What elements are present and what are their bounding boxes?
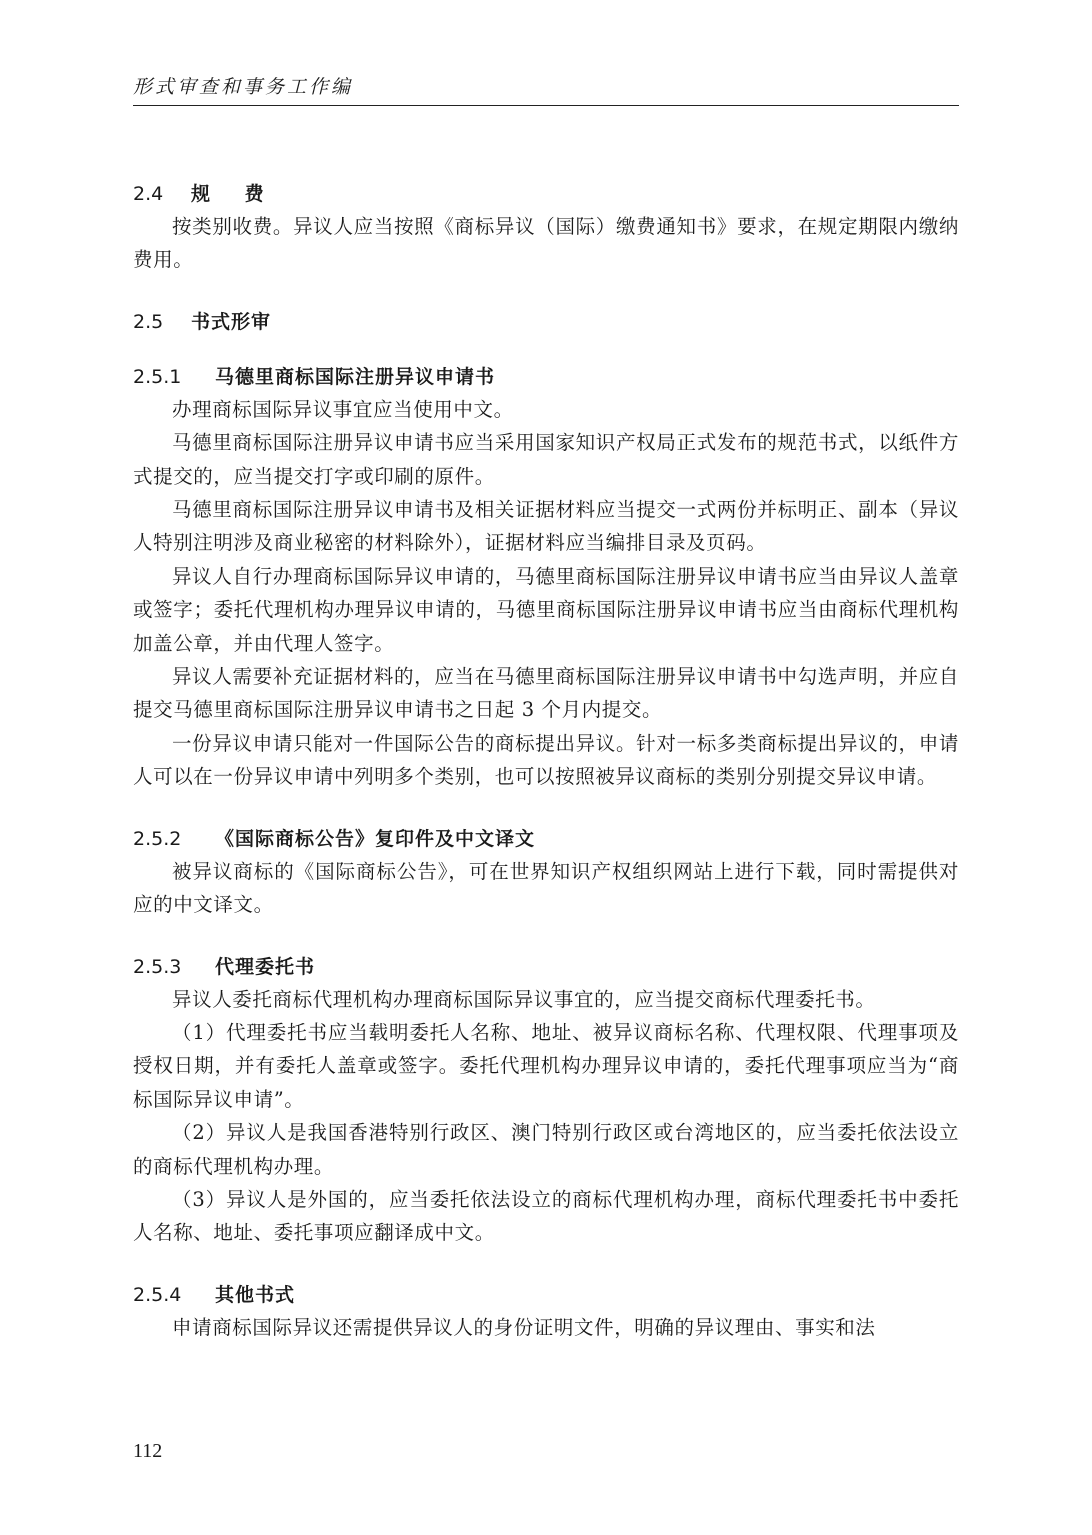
section-number: 2.5.4 <box>133 1283 182 1306</box>
paragraph: 按类别收费。异议人应当按照《商标异议（国际）缴费通知书》要求，在规定期限内缴纳费用。 <box>133 215 959 272</box>
section-title: 《国际商标公告》复印件及中文译文 <box>215 827 536 850</box>
section-heading-2-5-3 <box>133 951 959 983</box>
page-number: 112 <box>133 1440 163 1462</box>
section-title: 代理委托书 <box>215 955 316 978</box>
paragraph: 异议人委托商标代理机构办理商标国际异议事宜的，应当提交商标代理委托书。 <box>172 987 876 1011</box>
section-heading-2-5-2 <box>133 823 959 855</box>
section-heading-2-4 <box>133 178 959 210</box>
paragraph: 申请商标国际异议还需提供异议人的身份证明文件，明确的异议理由、事实和法 <box>172 1315 876 1339</box>
running-header: 形式审查和事务工作编 <box>133 76 354 98</box>
paragraph: 马德里商标国际注册异议申请书及相关证据材料应当提交一式两份并标明正、副本（异议人特别注明涉及商业秘密的材料除外），证据材料应当编排目录及页码。 <box>133 498 959 555</box>
paragraph: 马德里商标国际注册异议申请书应当采用国家知识产权局正式发布的规范书式，以纸件方式提交的，应当提交打字或印刷的原件。 <box>133 431 959 488</box>
section-title: 其他书式 <box>215 1283 296 1306</box>
page-content <box>133 178 959 1344</box>
section-number: 2.5.2 <box>133 827 182 850</box>
section-number: 2.5.1 <box>133 365 182 388</box>
section-heading-2-5 <box>133 306 959 338</box>
paragraph: （2）异议人是我国香港特别行政区、澳门特别行政区或台湾地区的，应当委托依法设立的商标代理机构办理。 <box>133 1121 959 1178</box>
paragraph: （3）异议人是外国的，应当委托依法设立的商标代理机构办理，商标代理委托书中委托人名称、地址、委托事项应翻译成中文。 <box>133 1187 959 1245</box>
section-title: 马德里商标国际注册异议申请书 <box>215 365 496 388</box>
section-number: 2.5.3 <box>133 955 182 978</box>
paragraph: 被异议商标的《国际商标公告》，可在世界知识产权组织网站上进行下载，同时需提供对应的中文译文。 <box>133 859 959 917</box>
paragraph: 一份异议申请只能对一件国际公告的商标提出异议。针对一标多类商标提出异议的，申请人可以在一份异议申请中列明多个类别，也可以按照被异议商标的类别分别提交异议申请。 <box>133 731 959 789</box>
paragraph: 异议人需要补充证据材料的，应当在马德里商标国际注册异议申请书中勾选声明，并应自提交马德里商标国际注册异议申请书之日起 3 个月内提交。 <box>133 665 959 722</box>
paragraph: （1）代理委托书应当载明委托人名称、地址、被异议商标名称、代理权限、代理事项及授权日期，并有委托人盖章或签字。委托代理机构办理异议申请的，委托代理事项应当为“商标国际异议申请”。 <box>133 1020 959 1111</box>
section-number: 2.4 <box>133 183 164 205</box>
section-title: 规 费 <box>191 183 278 205</box>
section-number: 2.5 <box>133 310 164 333</box>
header-rule <box>133 105 959 106</box>
paragraph: 异议人自行办理商标国际异议申请的，马德里商标国际注册异议申请书应当由异议人盖章或签字；委托代理机构办理异议申请的，马德里商标国际注册异议申请书应当由商标代理机构加盖公章，并由代理人签字。 <box>133 564 959 655</box>
section-heading-2-5-4 <box>133 1279 959 1311</box>
section-title: 书式形审 <box>191 310 272 333</box>
paragraph: 办理商标国际异议事宜应当使用中文。 <box>172 397 514 421</box>
section-heading-2-5-1 <box>133 361 959 393</box>
